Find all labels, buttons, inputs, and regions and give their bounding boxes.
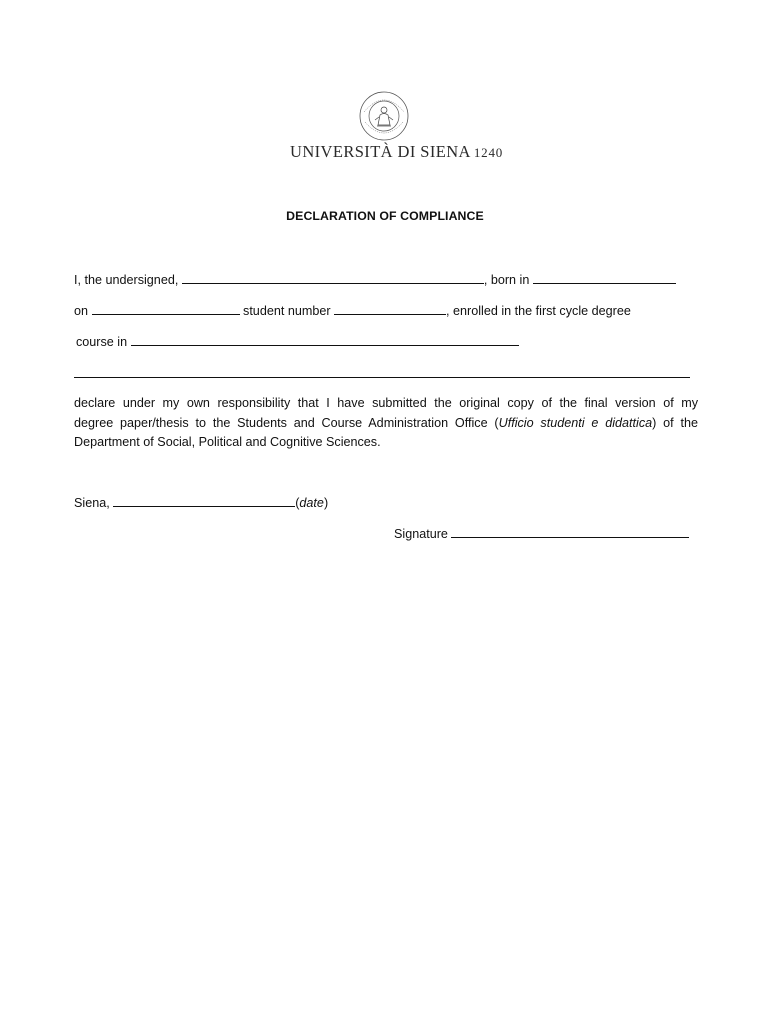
document-title: DECLARATION OF COMPLIANCE (286, 209, 484, 223)
course-line (76, 333, 519, 349)
course-continuation-line (74, 365, 690, 381)
office-italic-name: Ufficio studenti e didattica (498, 415, 653, 430)
undersigned-label: I, the undersigned, (74, 273, 179, 287)
signature-field[interactable] (451, 525, 689, 538)
university-name-text: UNIVERSITÀ DI SIENA (290, 142, 471, 161)
student-number-label: student number (243, 304, 331, 318)
birthplace-field[interactable] (533, 271, 676, 284)
signature-line (394, 525, 689, 541)
on-label: on (74, 304, 89, 318)
birthdate-line (74, 302, 631, 318)
university-seal-icon (358, 90, 410, 142)
declaration-line-1: declare under my own responsibility that I have submitted the original copy of the final version of my (74, 396, 698, 410)
place-date-line: Siena, (date) (74, 496, 329, 510)
declaration-line-2-b: ) of the (652, 415, 698, 430)
name-field[interactable] (182, 271, 484, 284)
signature-label: Signature (394, 527, 448, 541)
course-field[interactable] (131, 333, 519, 346)
declaration-line-2 (74, 414, 698, 434)
course-continuation-field[interactable] (74, 365, 690, 378)
university-name (290, 142, 504, 162)
undersigned-line (74, 271, 676, 287)
declaration-line-2-a: degree paper/thesis to the Students and Course Administration Office ( (74, 415, 499, 430)
declaration-line-3: Department of Social, Political and Cognitive Sciences. (74, 435, 381, 449)
date-label: date (299, 496, 324, 510)
student-number-field[interactable] (334, 302, 446, 315)
date-field[interactable] (113, 494, 295, 507)
place-label: Siena, (74, 496, 110, 510)
enrolled-label: , enrolled in the first cycle degree (446, 304, 631, 318)
course-in-label: course in (76, 335, 128, 349)
birth-date-field[interactable] (92, 302, 240, 315)
university-year: 1240 (473, 145, 504, 160)
born-in-label: , born in (483, 273, 530, 287)
declaration-paragraph (74, 394, 698, 453)
